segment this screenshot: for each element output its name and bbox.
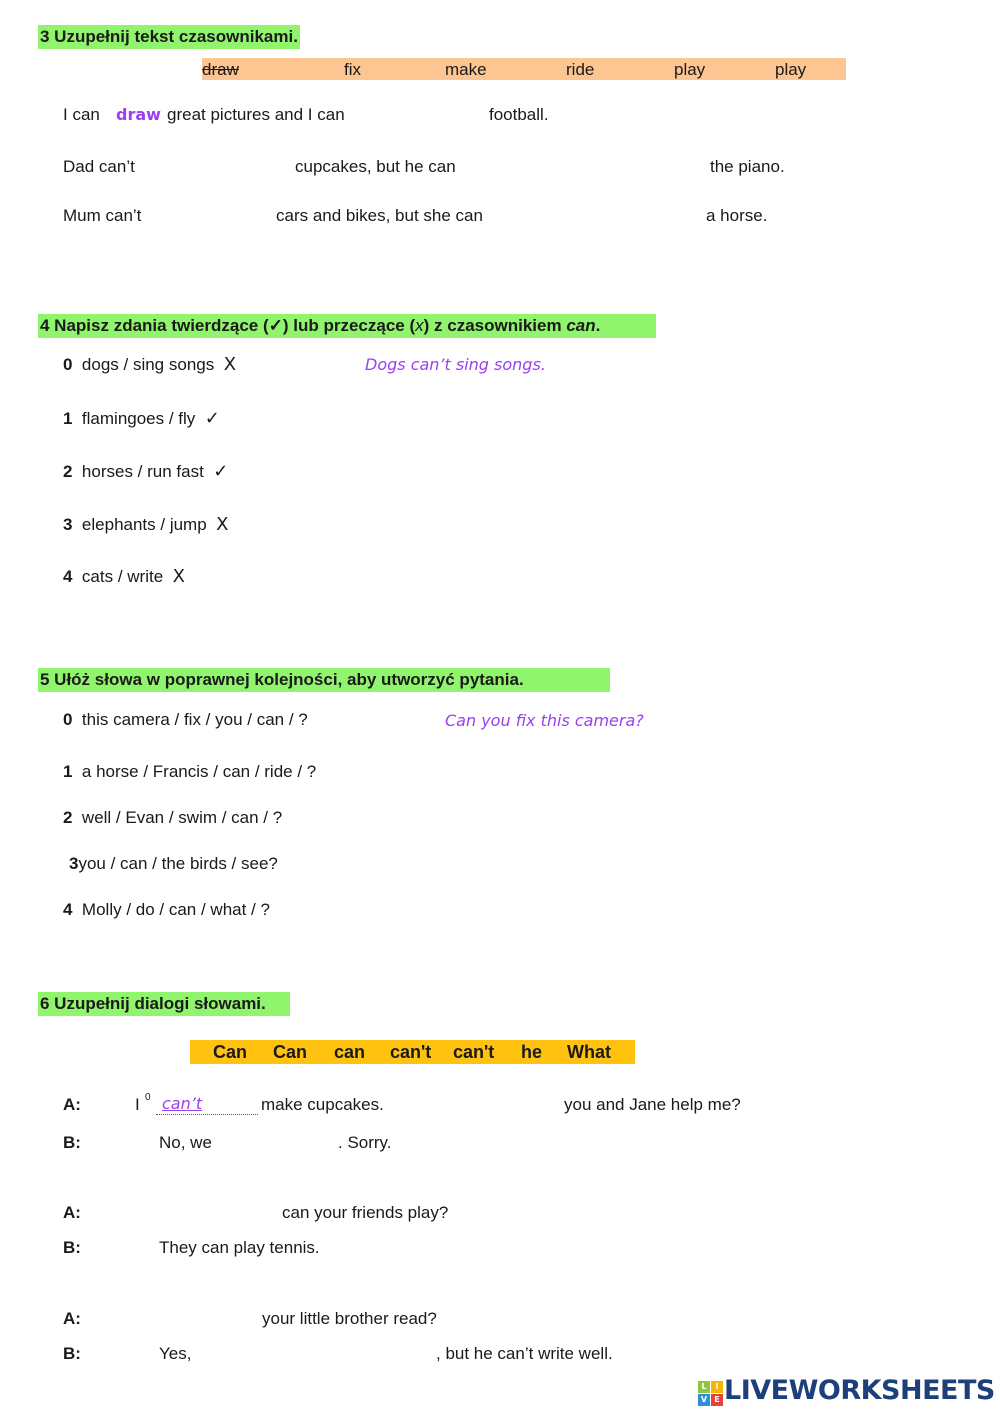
liveworksheets-logo-icon: L I V E (698, 1381, 722, 1405)
exercise-5-heading: 5 Ułóż słowa w poprawnej kolejności, aby utworzyć pytania. (38, 668, 610, 692)
speaker-label: A: (63, 1095, 81, 1114)
word-bank-item: play (674, 60, 706, 79)
sentence-text: the piano. (710, 157, 785, 176)
sentence-text: cars and bikes, but she can (276, 206, 483, 225)
exercise-4-item: 4 cats / write X (63, 566, 185, 587)
blank-input[interactable] (147, 152, 287, 178)
cross-icon: X (216, 514, 229, 535)
word-bank-item: draw (202, 60, 239, 79)
sentence-text: great pictures and I can (167, 105, 345, 124)
dialogue-text: They can play tennis. (159, 1238, 320, 1257)
answer-input[interactable] (445, 803, 775, 829)
answer-input[interactable] (365, 561, 765, 587)
dialogue-text: can your friends play? (282, 1203, 449, 1222)
answer-input[interactable] (445, 757, 775, 783)
blank-input[interactable] (200, 1339, 432, 1365)
word-bank-item: What (567, 1042, 611, 1062)
dialogue-text: Yes, (159, 1344, 192, 1363)
blank-input[interactable] (220, 1128, 336, 1154)
blank-input[interactable] (150, 1198, 276, 1224)
blank-input[interactable] (400, 1090, 560, 1116)
word-bank-item: he (521, 1042, 543, 1062)
sentence-text: a horse. (706, 206, 768, 225)
dialogue-text: you and Jane help me? (564, 1095, 741, 1114)
sentence-text: Dad can’t (63, 157, 135, 176)
word-bank-item: Can (213, 1042, 248, 1062)
exercise-5-item: 0 this camera / fix / you / can / ? (63, 710, 308, 729)
exercise-4-item: 1 flamingoes / fly ✓ (63, 408, 220, 429)
sentence-text: Mum can’t (63, 206, 142, 225)
word-bank-item: fix (344, 60, 361, 79)
answer-input[interactable] (365, 509, 765, 535)
exercise-4-item: 0 dogs / sing songs X (63, 354, 237, 375)
dialogue-text: your little brother read? (262, 1309, 437, 1328)
dialogue-text: . Sorry. (338, 1133, 392, 1152)
dialogue-text: No, we (159, 1133, 212, 1152)
example-number: 0 (145, 1092, 151, 1103)
exercise-6-heading: 6 Uzupełnij dialogi słowami. (38, 992, 290, 1016)
cross-icon: X (223, 354, 237, 375)
blank-input[interactable] (150, 1304, 256, 1330)
exercise-3-heading: 3 Uzupełnij tekst czasownikami. (38, 25, 300, 49)
word-bank-item: can't (453, 1042, 495, 1062)
blank-input[interactable] (365, 100, 483, 126)
exercise-5-item: 2 well / Evan / swim / can / ? (63, 808, 283, 827)
sentence-text: football. (489, 105, 549, 124)
dialogue-text: make cupcakes. (261, 1095, 384, 1114)
exercise-4-heading: 4 Napisz zdania twierdzące (✓) lub przeczące (x) z czasownikiem can. (38, 314, 656, 338)
blank-input[interactable] (475, 152, 703, 178)
answer-input[interactable] (365, 456, 765, 482)
answer-input[interactable] (445, 895, 775, 921)
check-icon: ✓ (213, 461, 229, 482)
answer-field[interactable]: Dogs can’t sing songs. (365, 355, 546, 374)
word-bank-item: can (334, 1042, 366, 1062)
blank-input[interactable] (507, 201, 699, 227)
exercise-4-item: 2 horses / run fast ✓ (63, 461, 229, 482)
exercise-5-item: 3you / can / the birds / see? (69, 854, 278, 873)
answer-input[interactable] (365, 403, 765, 429)
check-icon: ✓ (204, 408, 220, 429)
speaker-label: B: (63, 1133, 81, 1152)
answer-input[interactable] (445, 849, 775, 875)
exercise-4-item: 3 elephants / jump X (63, 514, 229, 535)
exercise-3-word-bank (202, 58, 846, 80)
speaker-label: B: (63, 1238, 81, 1257)
word-bank-item: Can (273, 1042, 308, 1062)
dialogue-text: , but he can’t write well. (436, 1344, 613, 1363)
word-bank-item: ride (566, 60, 595, 79)
speaker-label: A: (63, 1309, 81, 1328)
answer-field[interactable]: draw (116, 105, 161, 124)
answer-field[interactable]: Can you fix this camera? (445, 711, 644, 730)
answer-field[interactable]: can’t (156, 1094, 258, 1115)
sentence-text: I can (63, 105, 100, 124)
speaker-label: B: (63, 1344, 81, 1363)
dialogue-text: I (135, 1095, 140, 1114)
word-bank-item: can't (390, 1042, 432, 1062)
word-bank-item: play (775, 60, 807, 79)
speaker-label: A: (63, 1203, 81, 1222)
cross-icon: X (172, 566, 185, 587)
exercise-6-word-bank (190, 1040, 635, 1064)
exercise-5-item: 4 Molly / do / can / what / ? (63, 900, 270, 919)
blank-input[interactable] (153, 201, 271, 227)
exercise-5-item: 1 a horse / Francis / can / ride / ? (63, 762, 317, 781)
word-bank-item: make (445, 60, 487, 79)
liveworksheets-logo[interactable]: LIVEWORKSHEETS (724, 1375, 995, 1406)
sentence-text: cupcakes, but he can (295, 157, 456, 176)
